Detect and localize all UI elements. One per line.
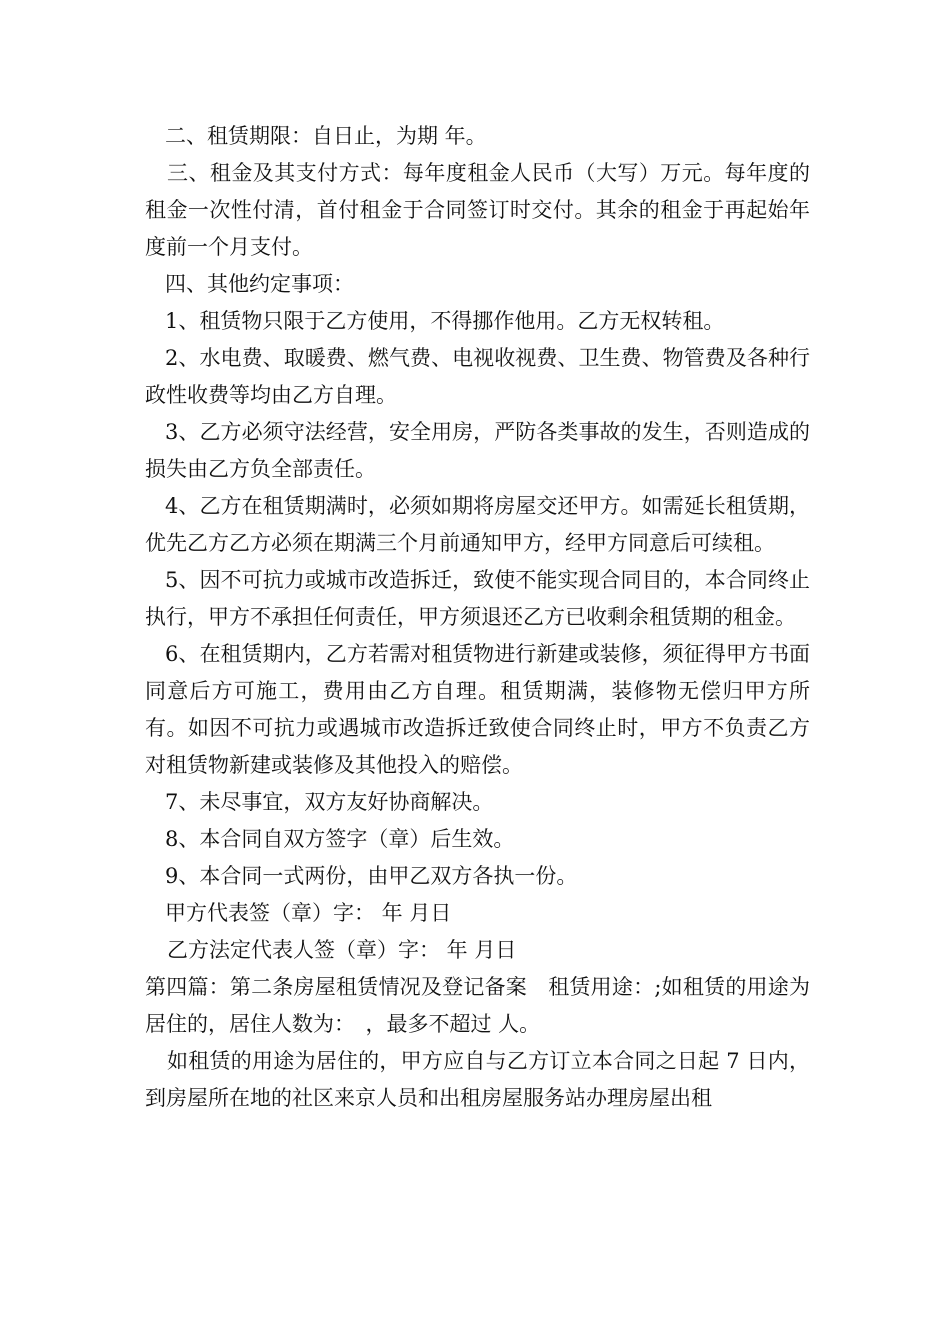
section-four-paragraph: 第四篇：第二条房屋租赁情况及登记备案 租赁用途：;如租赁的用途为居住的，居住人数为： ，最多不超过 人。 (145, 975, 810, 1036)
residential-registration-paragraph: 如租赁的用途为居住的，甲方应自与乙方订立本合同之日起 7 日内，到房屋所在地的社区来京人员和出租房屋服务站办理房屋出租 (145, 1049, 810, 1110)
clause-4: 4、乙方在租赁期满时，必须如期将房屋交还甲方。如需延长租赁期，优先乙方乙方必须在期满三个月前通知甲方，经甲方同意后可续租。 (145, 494, 810, 555)
paragraph-lease-term: 二、租赁期限：自日止，为期 年。 (165, 124, 487, 148)
clause-9: 9、本合同一式两份，由甲乙双方各执一份。 (165, 864, 578, 888)
clause-8: 8、本合同自双方签字（章）后生效。 (165, 827, 515, 851)
paragraph-rent-payment: 三、租金及其支付方式：每年度租金人民币（大写）万元。每年度的租金一次性付清，首付租金于合同签订时交付。其余的租金于再起始年度前一个月支付。 (145, 161, 810, 259)
clause-2: 2、水电费、取暖费、燃气费、电视收视费、卫生费、物管费及各种行政性收费等均由乙方自理。 (145, 346, 810, 407)
clause-6: 6、在租赁期内，乙方若需对租赁物进行新建或装修，须征得甲方书面同意后方可施工，费用由乙方自理。租赁期满，装修物无偿归甲方所有。如因不可抗力或遇城市改造拆迁致使合同终止时，甲方不负责乙方对租赁物新建或装修及其他投入的赔偿。 (145, 642, 810, 777)
party-a-signature-line: 甲方代表签（章）字： 年 月日 (165, 901, 452, 925)
clause-3: 3、乙方必须守法经营，安全用房，严防各类事故的发生，否则造成的损失由乙方负全部责任。 (145, 420, 810, 481)
paragraph-other-terms-heading: 四、其他约定事项： (165, 272, 354, 296)
document-body (145, 118, 810, 1117)
clause-7: 7、未尽事宜，双方友好协商解决。 (165, 790, 494, 814)
party-b-signature-line: 乙方法定代表人签（章）字： 年 月日 (167, 938, 517, 962)
clause-5: 5、因不可抗力或城市改造拆迁，致使不能实现合同目的，本合同终止执行，甲方不承担任何责任，甲方须退还乙方已收剩余租赁期的租金。 (145, 568, 810, 629)
clause-1: 1、租赁物只限于乙方使用，不得挪作他用。乙方无权转租。 (165, 309, 725, 333)
